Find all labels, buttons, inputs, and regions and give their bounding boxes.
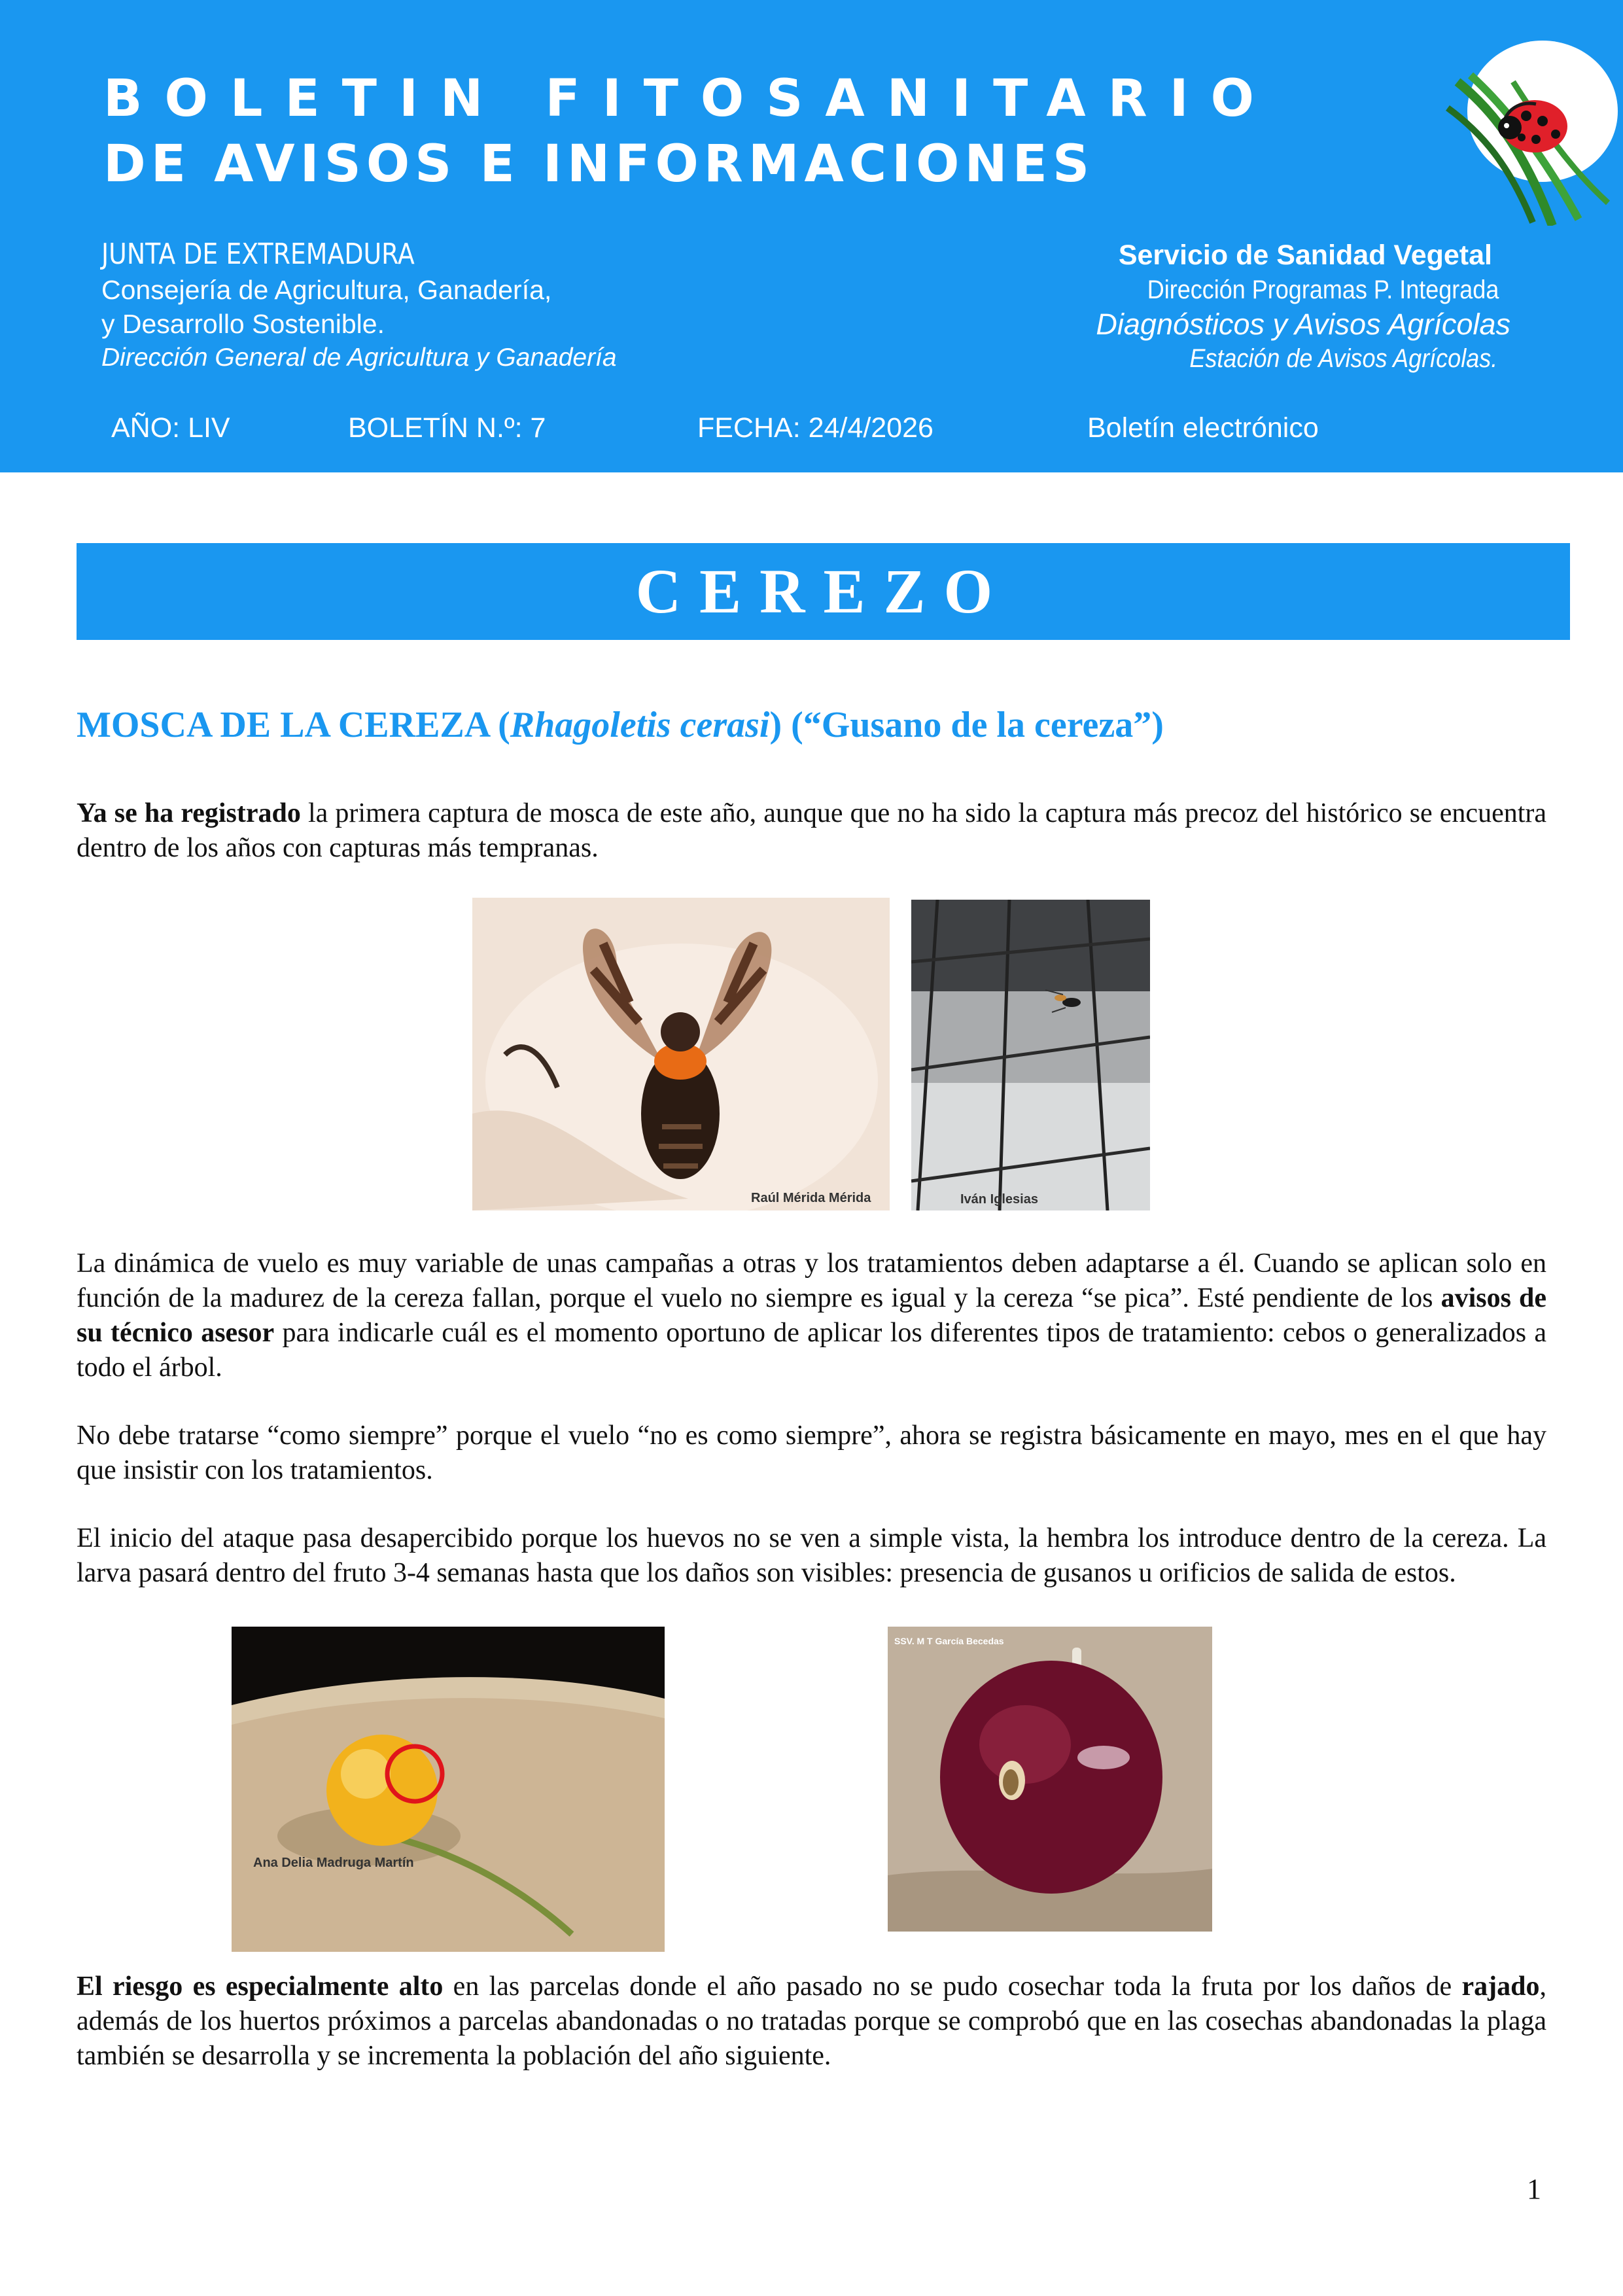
paragraph-high-risk <box>77 1969 1546 2074</box>
paragraph-first-capture <box>77 796 1546 866</box>
photo-credit: Iván Iglesias <box>960 1192 1038 1207</box>
paragraph-attack-onset: El inicio del ataque pasa desapercibido porque los huevos no se ven a simple vista, la hembra los introduce dentro de la cereza. La larva pasará dentro del fruto 3-4 semanas hasta que los daños son visibles: presencia de gusanos u orificios de salida de estos. <box>77 1523 1546 1588</box>
pest-heading <box>77 704 1164 746</box>
paragraph-text: , además de los huertos próximos a parcelas abandonadas o no tratadas porque se comprobó que en las cosechas abandonadas la plaga también se desarrolla y se incrementa la población del año siguiente. <box>77 1971 1546 2071</box>
pest-scientific-name: Rhagoletis cerasi <box>510 705 770 745</box>
paragraph-bold-text: rajado <box>1461 1971 1540 2002</box>
photo-credit: SSV. M T García Becedas <box>894 1636 1004 1646</box>
meta-year: AÑO: LIV <box>111 412 230 444</box>
bulletin-title-line-2: DE AVISOS E INFORMACIONES <box>103 135 1095 194</box>
bulletin-title-line-1: BOLETIN FITOSANITARIO <box>103 69 1276 128</box>
paragraph-treatment-timing: No debe tratarse “como siempre” porque el vuelo “no es como siempre”, ahora se registra básicamente en mayo, mes en el que hay que insistir con los tratamientos. <box>77 1421 1546 1485</box>
paragraph-text: la primera captura de mosca de este año, aunque que no ha sido la captura más precoz del histórico se encuentra dentro de los años con capturas más tempranas. <box>77 798 1547 863</box>
desarrollo-line: y Desarrollo Sostenible. <box>101 309 385 339</box>
cherry-fly-closeup-photo <box>472 898 890 1210</box>
paragraph-bold-text: El riesgo es especialmente alto <box>77 1971 444 2002</box>
pest-heading-suffix: ) (“Gusano de la cereza”) <box>769 705 1164 745</box>
yellow-cherry-sting-photo <box>232 1627 665 1952</box>
page-number: 1 <box>1527 2173 1541 2205</box>
meta-type: Boletín electrónico <box>1087 412 1319 444</box>
cherry-fly-on-tiles-photo <box>911 900 1150 1210</box>
photo-credit: Ana Delia Madruga Martín <box>253 1856 414 1870</box>
ladybug-logo-icon <box>1444 36 1621 226</box>
paragraph-flight-dynamics <box>77 1246 1546 1385</box>
organization-name: JUNTA DE EXTREMADURA <box>101 238 415 271</box>
red-cherry-exit-hole-photo <box>888 1627 1212 1932</box>
photo-credit: Raúl Mérida Mérida <box>751 1191 871 1205</box>
programas-line: Dirección Programas P. Integrada <box>1147 275 1499 304</box>
paragraph-bold-text: avisos de su técnico asesor <box>77 1283 1546 1348</box>
direccion-general-line: Dirección General de Agricultura y Ganadería <box>101 344 617 372</box>
paragraph-text: La dinámica de vuelo es muy variable de unas campañas a otras y los tratamientos deben adaptarse a él. Cuando se aplican solo en función de la madurez de la cereza fallan, porque el vuelo no siempre es igual y la cereza “se pica”. Esté pendiente de los <box>77 1248 1546 1313</box>
consejeria-line: Consejería de Agricultura, Ganadería, <box>101 275 552 305</box>
paragraph-text: para indicarle cuál es el momento oportuno de aplicar los diferentes tipos de tratamiento: cebos o generalizados a todo el árbol. <box>77 1318 1546 1383</box>
servicio-line: Servicio de Sanidad Vegetal <box>1118 239 1492 271</box>
section-title-bar: CEREZO <box>77 543 1570 640</box>
pest-heading-prefix: MOSCA DE LA CEREZA ( <box>77 705 510 745</box>
meta-bulletin-number: BOLETÍN N.º: 7 <box>348 412 546 444</box>
meta-date: FECHA: 24/4/2026 <box>697 412 934 444</box>
bulletin-header <box>0 0 1623 472</box>
paragraph-bold-text: Ya se ha registrado <box>77 798 301 828</box>
diagnosticos-line: Diagnósticos y Avisos Agrícolas <box>1096 308 1510 341</box>
estacion-line: Estación de Avisos Agrícolas. <box>1189 344 1497 373</box>
paragraph-text: en las parcelas donde el año pasado no se pudo cosechar toda la fruta por los daños de <box>443 1971 1462 2002</box>
